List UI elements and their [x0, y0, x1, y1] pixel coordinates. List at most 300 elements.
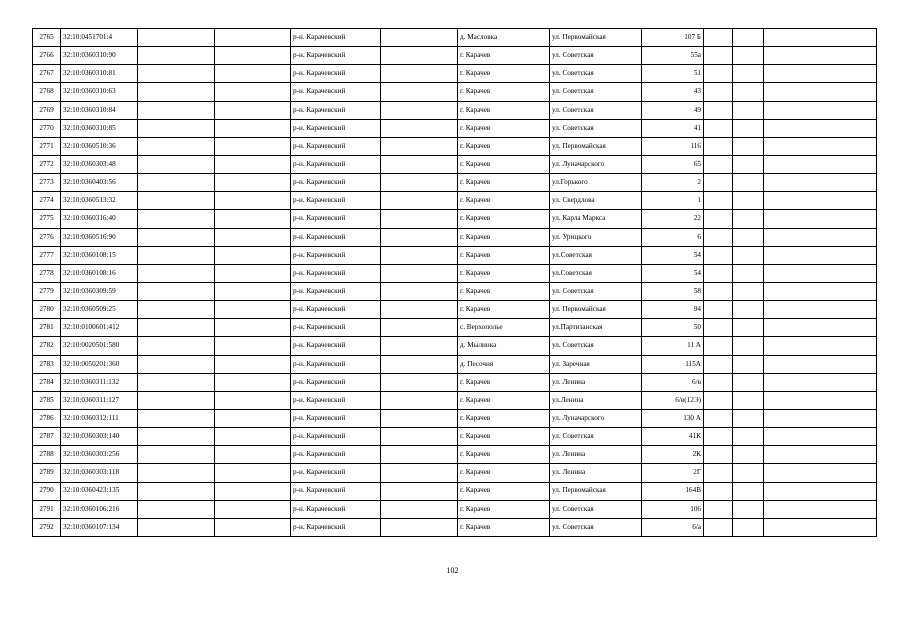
empty-cell — [764, 409, 877, 427]
house-number-cell: 116 — [642, 137, 704, 155]
table-row — [33, 47, 877, 65]
table-row — [33, 446, 877, 464]
row-number-cell: 2772 — [33, 155, 61, 173]
empty-cell — [215, 83, 291, 101]
district-cell: р-н. Карачевский — [291, 101, 381, 119]
street-cell: ул. Ленина — [550, 446, 642, 464]
table-row — [33, 319, 877, 337]
empty-cell — [215, 319, 291, 337]
house-number-cell: 6/в(12Э) — [642, 391, 704, 409]
house-number-cell: 22 — [642, 210, 704, 228]
empty-cell — [381, 210, 458, 228]
street-cell: ул. Первомайская — [550, 137, 642, 155]
cadastral-number-cell: 32:10:0050201:360 — [61, 355, 138, 373]
empty-cell — [215, 210, 291, 228]
locality-cell: г. Карачев — [458, 446, 550, 464]
locality-cell: г. Карачев — [458, 137, 550, 155]
house-number-cell: 65 — [642, 155, 704, 173]
cadastral-number-cell: 32:10:0360403:56 — [61, 174, 138, 192]
table-row — [33, 192, 877, 210]
table-row — [33, 119, 877, 137]
empty-cell — [138, 518, 215, 536]
row-number-cell: 2790 — [33, 482, 61, 500]
row-number-cell: 2769 — [33, 101, 61, 119]
empty-cell — [704, 155, 733, 173]
empty-cell — [215, 446, 291, 464]
district-cell: р-н. Карачевский — [291, 228, 381, 246]
cadastral-number-cell: 32:10:0360310:84 — [61, 101, 138, 119]
empty-cell — [215, 174, 291, 192]
empty-cell — [381, 282, 458, 300]
empty-cell — [215, 155, 291, 173]
empty-cell — [733, 464, 764, 482]
table-row — [33, 500, 877, 518]
empty-cell — [704, 355, 733, 373]
empty-cell — [764, 464, 877, 482]
empty-cell — [704, 47, 733, 65]
empty-cell — [215, 65, 291, 83]
row-number-cell: 2783 — [33, 355, 61, 373]
empty-cell — [381, 155, 458, 173]
house-number-cell: 41К — [642, 428, 704, 446]
empty-cell — [733, 228, 764, 246]
empty-cell — [215, 373, 291, 391]
table-row — [33, 391, 877, 409]
house-number-cell: 49 — [642, 101, 704, 119]
empty-cell — [381, 464, 458, 482]
district-cell: р-н. Карачевский — [291, 337, 381, 355]
district-cell: р-н. Карачевский — [291, 192, 381, 210]
street-cell: ул. Урицкого — [550, 228, 642, 246]
empty-cell — [733, 391, 764, 409]
locality-cell: г. Карачев — [458, 119, 550, 137]
locality-cell: г. Карачев — [458, 264, 550, 282]
row-number-cell: 2786 — [33, 409, 61, 427]
cadastral-number-cell: 32:10:0360516:90 — [61, 228, 138, 246]
empty-cell — [138, 391, 215, 409]
empty-cell — [704, 119, 733, 137]
row-number-cell: 2789 — [33, 464, 61, 482]
empty-cell — [764, 101, 877, 119]
locality-cell: с. Верхополье — [458, 319, 550, 337]
empty-cell — [733, 29, 764, 47]
empty-cell — [764, 119, 877, 137]
street-cell: ул. Первомайская — [550, 29, 642, 47]
empty-cell — [704, 174, 733, 192]
empty-cell — [215, 355, 291, 373]
house-number-cell: 54 — [642, 246, 704, 264]
cadastral-number-cell: 32:10:0360311:127 — [61, 391, 138, 409]
empty-cell — [764, 47, 877, 65]
locality-cell: д. Масловка — [458, 29, 550, 47]
empty-cell — [215, 282, 291, 300]
empty-cell — [138, 337, 215, 355]
empty-cell — [764, 192, 877, 210]
empty-cell — [215, 301, 291, 319]
empty-cell — [764, 137, 877, 155]
empty-cell — [733, 355, 764, 373]
empty-cell — [704, 500, 733, 518]
empty-cell — [138, 47, 215, 65]
table-row — [33, 464, 877, 482]
empty-cell — [138, 174, 215, 192]
table-row — [33, 246, 877, 264]
empty-cell — [733, 192, 764, 210]
district-cell: р-н. Карачевский — [291, 155, 381, 173]
locality-cell: г. Карачев — [458, 83, 550, 101]
empty-cell — [138, 500, 215, 518]
row-number-cell: 2775 — [33, 210, 61, 228]
empty-cell — [764, 65, 877, 83]
empty-cell — [381, 83, 458, 101]
empty-cell — [138, 282, 215, 300]
district-cell: р-н. Карачевский — [291, 373, 381, 391]
empty-cell — [381, 518, 458, 536]
house-number-cell: 6/а — [642, 518, 704, 536]
street-cell: ул. Ленина — [550, 464, 642, 482]
cadastral-number-cell: 32:10:0360107:134 — [61, 518, 138, 536]
street-cell: ул. Советская — [550, 47, 642, 65]
street-cell: ул.Советская — [550, 246, 642, 264]
empty-cell — [704, 391, 733, 409]
empty-cell — [764, 500, 877, 518]
cadastral-number-cell: 32:10:0360513:32 — [61, 192, 138, 210]
street-cell: ул.Ленина — [550, 391, 642, 409]
district-cell: р-н. Карачевский — [291, 518, 381, 536]
cadastral-number-cell: 32:10:0360108:15 — [61, 246, 138, 264]
empty-cell — [381, 428, 458, 446]
empty-cell — [215, 518, 291, 536]
cadastral-number-cell: 32:10:0360303:48 — [61, 155, 138, 173]
empty-cell — [704, 137, 733, 155]
page-number: 102 — [446, 566, 459, 575]
empty-cell — [215, 464, 291, 482]
empty-cell — [138, 210, 215, 228]
empty-cell — [733, 482, 764, 500]
empty-cell — [764, 337, 877, 355]
cadastral-number-cell: 32:10:0360311:132 — [61, 373, 138, 391]
house-number-cell: 50 — [642, 319, 704, 337]
empty-cell — [381, 65, 458, 83]
cadastral-number-cell: 32:10:0360310:81 — [61, 65, 138, 83]
row-number-cell: 2774 — [33, 192, 61, 210]
empty-cell — [381, 29, 458, 47]
empty-cell — [704, 83, 733, 101]
empty-cell — [138, 137, 215, 155]
street-cell: ул. Советская — [550, 119, 642, 137]
district-cell: р-н. Карачевский — [291, 355, 381, 373]
empty-cell — [215, 47, 291, 65]
table-row — [33, 409, 877, 427]
empty-cell — [215, 101, 291, 119]
empty-cell — [215, 264, 291, 282]
cadastral-number-cell: 32:10:0360310:85 — [61, 119, 138, 137]
empty-cell — [138, 301, 215, 319]
empty-cell — [764, 264, 877, 282]
table-row — [33, 155, 877, 173]
district-cell: р-н. Карачевский — [291, 119, 381, 137]
empty-cell — [733, 65, 764, 83]
street-cell: ул. Советская — [550, 282, 642, 300]
empty-cell — [215, 137, 291, 155]
empty-cell — [733, 246, 764, 264]
house-number-cell: 130 А — [642, 409, 704, 427]
row-number-cell: 2773 — [33, 174, 61, 192]
empty-cell — [764, 282, 877, 300]
table-row — [33, 264, 877, 282]
empty-cell — [381, 482, 458, 500]
table-row — [33, 482, 877, 500]
locality-cell: г. Карачев — [458, 301, 550, 319]
house-number-cell: 2К — [642, 446, 704, 464]
empty-cell — [381, 391, 458, 409]
empty-cell — [733, 210, 764, 228]
empty-cell — [764, 174, 877, 192]
table-row — [33, 373, 877, 391]
empty-cell — [704, 446, 733, 464]
locality-cell: д. Песочня — [458, 355, 550, 373]
street-cell: ул. Первомайская — [550, 301, 642, 319]
row-number-cell: 2780 — [33, 301, 61, 319]
empty-cell — [764, 228, 877, 246]
cadastral-number-cell: 32:10:0360108:16 — [61, 264, 138, 282]
empty-cell — [704, 65, 733, 83]
district-cell: р-н. Карачевский — [291, 391, 381, 409]
table-row — [33, 210, 877, 228]
empty-cell — [733, 373, 764, 391]
empty-cell — [215, 428, 291, 446]
empty-cell — [733, 319, 764, 337]
empty-cell — [764, 29, 877, 47]
locality-cell: г. Карачев — [458, 101, 550, 119]
locality-cell: г. Карачев — [458, 391, 550, 409]
locality-cell: г. Карачев — [458, 174, 550, 192]
empty-cell — [733, 264, 764, 282]
empty-cell — [381, 192, 458, 210]
cadastral-number-cell: 32:10:0360510:36 — [61, 137, 138, 155]
house-number-cell: 55а — [642, 47, 704, 65]
street-cell: ул. Луначарского — [550, 409, 642, 427]
district-cell: р-н. Карачевский — [291, 29, 381, 47]
empty-cell — [381, 246, 458, 264]
cadastral-number-cell: 32:10:0360303:140 — [61, 428, 138, 446]
empty-cell — [381, 373, 458, 391]
table-row — [33, 83, 877, 101]
empty-cell — [733, 337, 764, 355]
street-cell: ул. Советская — [550, 428, 642, 446]
empty-cell — [704, 428, 733, 446]
locality-cell: г. Карачев — [458, 47, 550, 65]
empty-cell — [704, 518, 733, 536]
cadastral-number-cell: 32:10:0360509:25 — [61, 301, 138, 319]
empty-cell — [138, 119, 215, 137]
empty-cell — [215, 228, 291, 246]
house-number-cell: 94 — [642, 301, 704, 319]
empty-cell — [733, 446, 764, 464]
street-cell: ул. Советская — [550, 518, 642, 536]
district-cell: р-н. Карачевский — [291, 47, 381, 65]
empty-cell — [733, 428, 764, 446]
street-cell: ул. Карла Маркса — [550, 210, 642, 228]
row-number-cell: 2791 — [33, 500, 61, 518]
empty-cell — [381, 137, 458, 155]
locality-cell: г. Карачев — [458, 192, 550, 210]
empty-cell — [704, 319, 733, 337]
row-number-cell: 2778 — [33, 264, 61, 282]
empty-cell — [381, 355, 458, 373]
table-row — [33, 137, 877, 155]
empty-cell — [381, 264, 458, 282]
cadastral-number-cell: 32:10:0360312:111 — [61, 409, 138, 427]
table-row — [33, 355, 877, 373]
cadastral-number-cell: 32:10:0100601:412 — [61, 319, 138, 337]
empty-cell — [138, 155, 215, 173]
empty-cell — [764, 246, 877, 264]
empty-cell — [764, 428, 877, 446]
street-cell: ул. Заречная — [550, 355, 642, 373]
locality-cell: г. Карачев — [458, 155, 550, 173]
empty-cell — [733, 137, 764, 155]
cadastral-number-cell: 32:10:0360316:40 — [61, 210, 138, 228]
district-cell: р-н. Карачевский — [291, 246, 381, 264]
cadastral-number-cell: 32:10:0360310:90 — [61, 47, 138, 65]
empty-cell — [764, 482, 877, 500]
empty-cell — [381, 337, 458, 355]
empty-cell — [215, 246, 291, 264]
street-cell: ул.Горького — [550, 174, 642, 192]
cadastral-number-cell: 32:10:0451701:4 — [61, 29, 138, 47]
table-row — [33, 65, 877, 83]
row-number-cell: 2788 — [33, 446, 61, 464]
cadastral-number-cell: 32:10:0360310:63 — [61, 83, 138, 101]
street-cell: ул. Советская — [550, 500, 642, 518]
house-number-cell: 6 — [642, 228, 704, 246]
empty-cell — [704, 301, 733, 319]
cadastral-number-cell: 32:10:0360423:135 — [61, 482, 138, 500]
empty-cell — [138, 482, 215, 500]
empty-cell — [215, 500, 291, 518]
empty-cell — [764, 155, 877, 173]
empty-cell — [381, 500, 458, 518]
empty-cell — [138, 464, 215, 482]
street-cell: ул.Партизанская — [550, 319, 642, 337]
street-cell: ул. Советская — [550, 337, 642, 355]
row-number-cell: 2766 — [33, 47, 61, 65]
street-cell: ул. Первомайская — [550, 482, 642, 500]
house-number-cell: 115А — [642, 355, 704, 373]
empty-cell — [764, 373, 877, 391]
street-cell: ул. Свердлова — [550, 192, 642, 210]
district-cell: р-н. Карачевский — [291, 482, 381, 500]
locality-cell: г. Карачев — [458, 428, 550, 446]
district-cell: р-н. Карачевский — [291, 282, 381, 300]
house-number-cell: 2Г — [642, 464, 704, 482]
empty-cell — [381, 446, 458, 464]
house-number-cell: 11 А — [642, 337, 704, 355]
empty-cell — [381, 228, 458, 246]
row-number-cell: 2787 — [33, 428, 61, 446]
table-row — [33, 428, 877, 446]
district-cell: р-н. Карачевский — [291, 137, 381, 155]
row-number-cell: 2777 — [33, 246, 61, 264]
house-number-cell: 58 — [642, 282, 704, 300]
house-number-cell: 6/в — [642, 373, 704, 391]
empty-cell — [138, 373, 215, 391]
district-cell: р-н. Карачевский — [291, 409, 381, 427]
district-cell: р-н. Карачевский — [291, 264, 381, 282]
empty-cell — [704, 264, 733, 282]
house-number-cell: 1 — [642, 192, 704, 210]
empty-cell — [138, 101, 215, 119]
street-cell: ул. Советская — [550, 101, 642, 119]
empty-cell — [381, 47, 458, 65]
locality-cell: г. Карачев — [458, 210, 550, 228]
district-cell: р-н. Карачевский — [291, 210, 381, 228]
empty-cell — [704, 409, 733, 427]
house-number-cell: 107 Б — [642, 29, 704, 47]
locality-cell: г. Карачев — [458, 518, 550, 536]
cadastral-number-cell: 32:10:0360303:118 — [61, 464, 138, 482]
house-number-cell: 106 — [642, 500, 704, 518]
district-cell: р-н. Карачевский — [291, 83, 381, 101]
empty-cell — [215, 391, 291, 409]
empty-cell — [764, 210, 877, 228]
row-number-cell: 2782 — [33, 337, 61, 355]
locality-cell: г. Карачев — [458, 464, 550, 482]
street-cell: ул. Ленина — [550, 373, 642, 391]
empty-cell — [381, 319, 458, 337]
house-number-cell: 51 — [642, 65, 704, 83]
table-row — [33, 301, 877, 319]
empty-cell — [764, 391, 877, 409]
district-cell: р-н. Карачевский — [291, 319, 381, 337]
locality-cell: г. Карачев — [458, 373, 550, 391]
district-cell: р-н. Карачевский — [291, 65, 381, 83]
registry-table-body — [33, 29, 877, 537]
locality-cell: г. Карачев — [458, 246, 550, 264]
street-cell: ул. Советская — [550, 83, 642, 101]
empty-cell — [733, 409, 764, 427]
empty-cell — [733, 174, 764, 192]
street-cell: ул. Советская — [550, 65, 642, 83]
empty-cell — [764, 446, 877, 464]
empty-cell — [138, 83, 215, 101]
empty-cell — [138, 192, 215, 210]
locality-cell: г. Карачев — [458, 500, 550, 518]
house-number-cell: 43 — [642, 83, 704, 101]
district-cell: р-н. Карачевский — [291, 428, 381, 446]
empty-cell — [704, 337, 733, 355]
empty-cell — [215, 192, 291, 210]
empty-cell — [733, 155, 764, 173]
empty-cell — [138, 264, 215, 282]
row-number-cell: 2765 — [33, 29, 61, 47]
street-cell: ул.Советская — [550, 264, 642, 282]
empty-cell — [704, 192, 733, 210]
empty-cell — [381, 301, 458, 319]
table-row — [33, 174, 877, 192]
empty-cell — [733, 500, 764, 518]
house-number-cell: 41 — [642, 119, 704, 137]
locality-cell: г. Карачев — [458, 282, 550, 300]
row-number-cell: 2784 — [33, 373, 61, 391]
empty-cell — [138, 29, 215, 47]
empty-cell — [215, 119, 291, 137]
empty-cell — [733, 282, 764, 300]
district-cell: р-н. Карачевский — [291, 446, 381, 464]
row-number-cell: 2776 — [33, 228, 61, 246]
table-row — [33, 29, 877, 47]
